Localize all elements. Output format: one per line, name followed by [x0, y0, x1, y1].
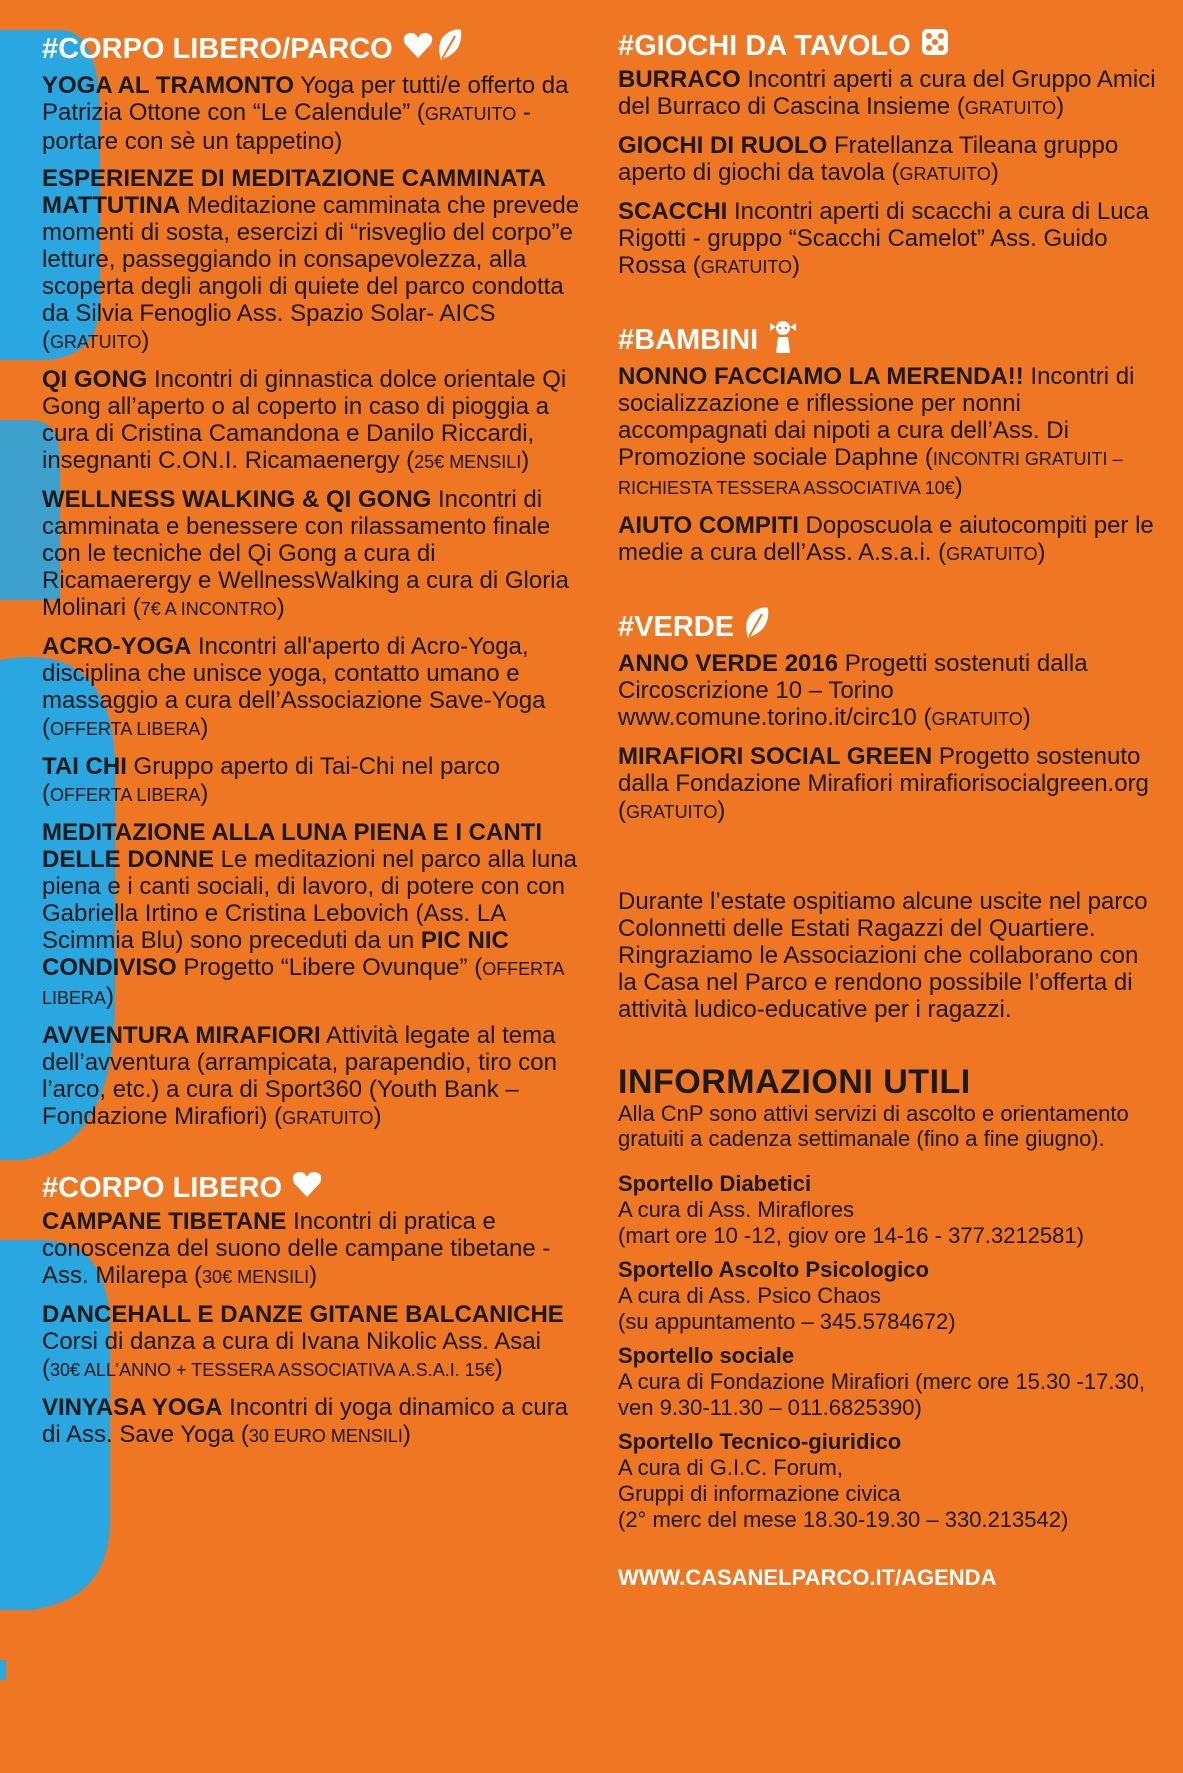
left-column [42, 28, 582, 1460]
activity-tail: ) [373, 1103, 382, 1130]
activity-price: GRATUITO [899, 164, 991, 184]
desk-line: A cura di G.I.C. Forum, [618, 1455, 843, 1480]
activity-description: Gruppo aperto di Tai-Chi nel parco ( [42, 753, 500, 807]
heart-icon [292, 1170, 322, 1206]
desk-title: Sportello Ascolto Psicologico [618, 1257, 929, 1282]
activity-description: Incontri di camminata e benessere con rilassamento finale con le tecniche del Qi Gong a cura di Ricamaerergy e WellnessWalking a cura di Gloria Molinari ( [42, 486, 569, 621]
activity-tail: - portare con sè un tappetino) [42, 99, 531, 155]
section-title: #CORPO LIBERO/PARCO [42, 33, 393, 65]
activity-price: OFFERTA LIBERA [42, 959, 564, 1008]
activity-tail: ) [1022, 704, 1031, 731]
activity-tail: ) [717, 797, 726, 824]
activity-entry [618, 132, 1158, 188]
section-title: #CORPO LIBERO [42, 1172, 283, 1204]
activity-entry [618, 198, 1158, 281]
activity-title: NONNO FACCIAMO LA MERENDA!! [618, 363, 1024, 390]
activity-description: Incontri di ginnastica dolce orientale Qi Gong all’aperto o al coperto in caso di pioggia a cura di Cristina Camandona e Danilo Riccardi, insegnanti C.ON.I. Ricamaenergy ( [42, 366, 567, 474]
section-heading [618, 319, 1158, 361]
desk-line: A cura di Ass. Miraflores [618, 1197, 854, 1222]
activity-tail: ) [954, 473, 963, 500]
activity-title: MEDITAZIONE ALLA LUNA PIENA E I CANTI DELLE DONNE [42, 819, 542, 873]
activity-price: GRATUITO [50, 332, 142, 352]
activity-entry [42, 1394, 582, 1450]
activity-title: VINYASA YOGA [42, 1394, 223, 1421]
desk-title: Sportello Diabetici [618, 1171, 812, 1196]
activity-entry [42, 1208, 582, 1291]
desk-line: A cura di Fondazione Mirafiori (merc ore 15.30 -17.30, ven 9.30-11.30 – 011.6825390) [618, 1369, 1146, 1420]
desk-line: Gruppi di informazione civica [618, 1481, 901, 1506]
desk-title: Sportello sociale [618, 1343, 795, 1368]
activity-title: ACRO-YOGA [42, 633, 192, 660]
activity-title: ESPERIENZE DI MEDITAZIONE CAMMINATA MATTUTINA [42, 165, 546, 219]
activity-description: Incontri di yoga dinamico a cura di Ass. Save Yoga ( [42, 1394, 569, 1448]
desk-line: (su appuntamento – 345.5784672) [618, 1309, 956, 1334]
activity-price: 30€ ALL’ANNO + TESSERA ASSOCIATIVA A.S.A.I. 15€ [50, 1360, 495, 1380]
activity-tail: ) [1037, 539, 1046, 566]
leaf-icon [437, 28, 463, 70]
activity-price: GRATUITO [424, 104, 517, 124]
activity-tail: ) [141, 327, 150, 354]
activity-price: 7€ A INCONTRO [140, 599, 277, 619]
section-title: #VERDE [618, 611, 735, 643]
activity-tail: ) [200, 714, 209, 741]
heart-icon [403, 31, 433, 67]
activity-entry [618, 512, 1158, 568]
activity-price: GRATUITO [946, 544, 1038, 564]
activity-description: Incontri di socializzazione e riflessione per nonni accompagnati dai nipoti a cura dell’Ass. Di Promozione sociale Daphne ( [618, 363, 1135, 471]
activity-description: Meditazione camminata che prevede momenti di sosta, esercizi di “risveglio del corpo”e letture, passeggiando in consapevolezza, alla scoperta degli angoli di quiete del parco condotta da Silvia Fenoglio Ass. Spazio Solar- AICS ( [42, 192, 580, 354]
activity-entry [42, 72, 582, 155]
activity-price: GRATUITO [626, 802, 718, 822]
activity-tail: ) [990, 159, 999, 186]
info-desk [618, 1429, 1158, 1533]
info-desk [618, 1257, 1158, 1335]
activity-title: BURRACO [618, 66, 741, 93]
activity-tail: ) [1056, 93, 1065, 120]
activity-description: Incontri di pratica e conoscenza del suono delle campane tibetane - Ass. Milarepa ( [42, 1208, 551, 1289]
activity-price: GRATUITO [964, 98, 1057, 118]
activity-description: Attività legate al tema dell’avventura (arrampicata, parapendio, tiro con l’arco, etc.) a cura di Sport360 (Youth Bank – Fondazione Mirafiori) ( [42, 1022, 557, 1130]
activity-description: Incontri all'aperto di Acro-Yoga, disciplina che unisce yoga, contatto umano e massaggio a cura dell’Associazione Save-Yoga ( [42, 633, 546, 741]
info-title: INFORMAZIONI UTILI [618, 1063, 971, 1101]
section-title: #BAMBINI [618, 324, 759, 356]
activity-price: OFFERTA LIBERA [50, 785, 201, 805]
activity-tail: ) [200, 780, 209, 807]
activity-tail: ) [521, 447, 530, 474]
activity-price: 25€ MENSILI [414, 452, 522, 472]
activity-entry [42, 819, 582, 1012]
activity-title: MIRAFIORI SOCIAL GREEN [618, 743, 933, 770]
activity-price: GRATUITO [700, 257, 793, 277]
activity-price: GRATUITO [931, 709, 1023, 729]
activity-description: Doposcuola e aiutocompiti per le medie a cura dell’Ass. A.s.a.i. ( [618, 512, 1154, 566]
child-icon [768, 319, 798, 361]
activity-price: 30€ MENSILI [202, 1267, 310, 1287]
leaf-icon [744, 606, 770, 648]
activity-entry [618, 66, 1158, 122]
activity-description: Corsi di danza a cura di Ivana Nikolic Ass. Asai ( [42, 1328, 541, 1382]
activity-title: GIOCHI DI RUOLO [618, 132, 828, 159]
activity-entry [42, 1022, 582, 1132]
desk-line: (2° merc del mese 18.30-19.30 – 330.213542) [618, 1507, 1069, 1532]
activity-entry [618, 650, 1158, 733]
activity-entry [42, 486, 582, 623]
right-column [618, 28, 1158, 1591]
activity-tail: ) [276, 594, 285, 621]
activity-description: Incontri aperti a cura del Gruppo Amici del Burraco di Cascina Insieme ( [618, 66, 1156, 120]
activity-entry [42, 753, 582, 809]
section-title: #GIOCHI DA TAVOLO [618, 30, 911, 62]
activity-entry [42, 633, 582, 743]
activity-price: INCONTRI GRATUITI – RICHIESTA TESSERA ASSOCIATIVA 10€ [618, 449, 1123, 498]
activity-price: 30 EURO MENSILI [248, 1426, 403, 1446]
section-heading [42, 28, 582, 70]
activity-description: Incontri aperti di scacchi a cura di Luca Rigotti - gruppo “Scacchi Camelot” Ass. Guido Rossa ( [618, 198, 1149, 279]
activity-description: Le meditazioni nel parco alla luna piena e i canti sociali, di lavoro, di potere con con Gabriella Irtino e Cristina Lebovich (Ass. LA Scimmia Blu) sono preceduti da un [42, 846, 577, 954]
section-heading [42, 1170, 582, 1206]
activity-entry [42, 366, 582, 476]
activity-title: AIUTO COMPITI [618, 512, 799, 539]
section-heading [618, 606, 1158, 648]
activity-tail: ) [106, 983, 115, 1010]
info-intro: Alla CnP sono attivi servizi di ascolto e orientamento gratuiti a cadenza settimanale (fino a fine giugno). [618, 1101, 1129, 1151]
activity-title: YOGA AL TRAMONTO [42, 72, 294, 99]
activity-description: Progetti sostenuti dalla Circoscrizione 10 – Torino www.comune.torino.it/circ10 ( [618, 650, 1088, 731]
activity-tail: ) [309, 1262, 318, 1289]
activity-title: AVVENTURA MIRAFIORI [42, 1022, 321, 1049]
info-desk [618, 1171, 1158, 1249]
activity-tail: ) [402, 1421, 411, 1448]
activity-highlight: PIC NIC CONDIVISO [42, 927, 509, 981]
activity-description: Yoga per tutti/e offerto da Patrizia Ottone con “Le Calendule” ( [42, 72, 569, 126]
activity-title: QI GONG [42, 366, 148, 393]
summer-note: Durante l’estate ospitiamo alcune uscite nel parco Colonnetti delle Estati Ragazzi del Quartiere. Ringraziamo le Associazioni che collaborano con la Casa nel Parco e rendono possibile l’offerta di attività ludico-educative per i ragazzi. [618, 888, 1148, 1023]
activity-title: ANNO VERDE 2016 [618, 650, 839, 677]
dice-icon [921, 28, 949, 64]
activity-tail: ) [494, 1355, 503, 1382]
activity-entry [42, 165, 582, 356]
activity-title: CAMPANE TIBETANE [42, 1208, 287, 1235]
activity-entry [618, 363, 1158, 502]
activity-title: SCACCHI [618, 198, 728, 225]
activity-description: Fratellanza Tileana gruppo aperto di giochi da tavola ( [618, 132, 1119, 186]
desk-title: Sportello Tecnico-giuridico [618, 1429, 902, 1454]
section-heading [618, 28, 1158, 64]
activity-entry [42, 1301, 582, 1384]
activity-entry [618, 743, 1158, 826]
desk-line: (mart ore 10 -12, giov ore 14-16 - 377.3212581) [618, 1223, 1084, 1248]
activity-title: TAI CHI [42, 753, 127, 780]
desk-line: A cura di Ass. Psico Chaos [618, 1283, 881, 1308]
activity-price: GRATUITO [282, 1108, 374, 1128]
info-desk [618, 1343, 1158, 1421]
website-link[interactable]: WWW.CASANELPARCO.IT/AGENDA [618, 1565, 997, 1590]
activity-price: OFFERTA LIBERA [50, 719, 201, 739]
activity-tail: ) [792, 252, 801, 279]
activity-title: WELLNESS WALKING & QI GONG [42, 486, 432, 513]
activity-description-2: Progetto “Libere Ovunque” ( [176, 954, 483, 981]
activity-description: Progetto sostenuto dalla Fondazione Mirafiori mirafiorisocialgreen.org ( [618, 743, 1149, 824]
activity-title: DANCEHALL E DANZE GITANE BALCANICHE [42, 1301, 564, 1328]
